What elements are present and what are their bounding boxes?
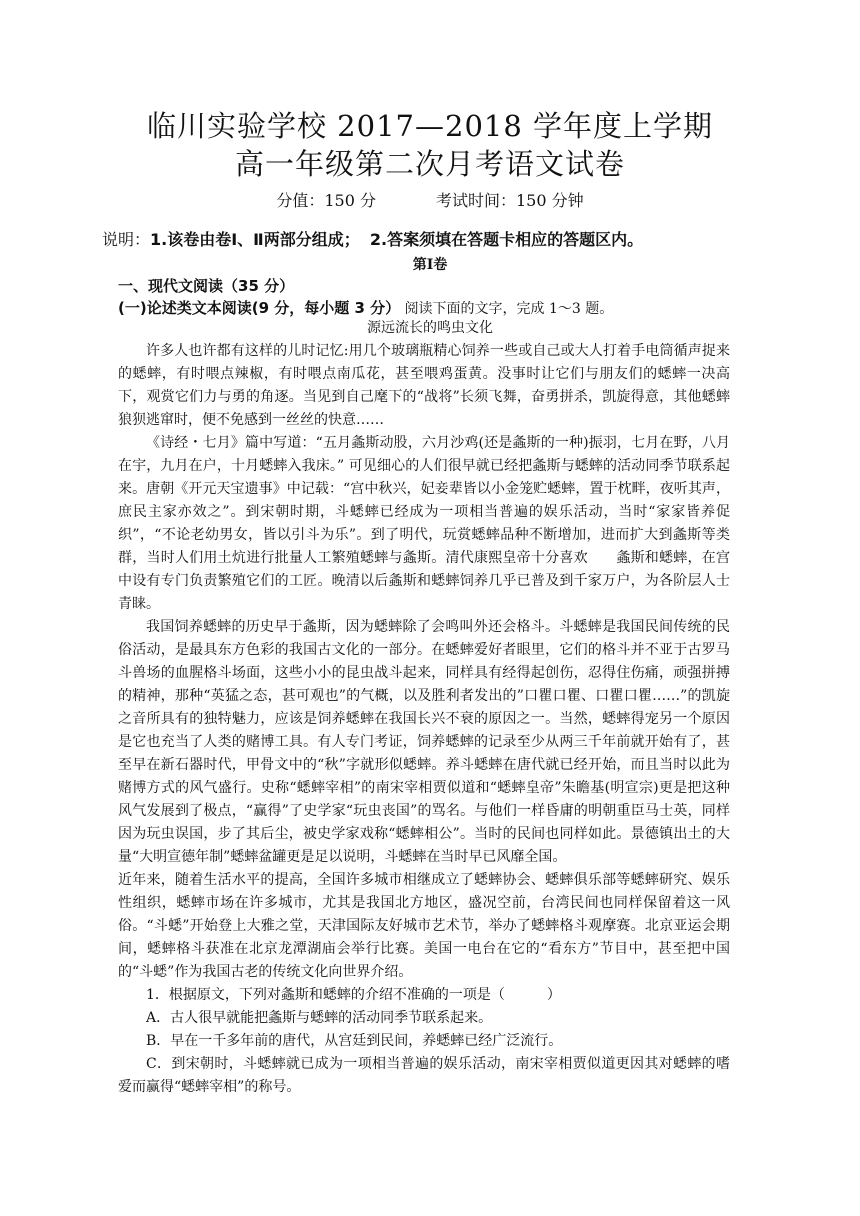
subsection-instruction: 阅读下面的文字，完成 1～3 题。	[404, 301, 614, 317]
paragraph: 许多人也许都有这样的儿时记忆:用几个玻璃瓶精心饲养一些或自己或大人打着手电筒循声捉来的蟋蟀，有时喂点辣椒，有时喂点南瓜花，甚至喂鸡蛋黄。没事时让它们与朋友们的蟋蟀一决高下，观赏它们力与勇的角逐。当见到自己麾下的“战将”长须飞舞，奋勇拼杀，凯旋得意，其他蟋蟀狼狈逃窜时，便不免感到一丝丝的快意……	[118, 343, 730, 428]
question-option-b: B．早在一千多年前的唐代，从宫廷到民间，养蟋蟀已经广泛流行。	[146, 1033, 563, 1049]
instructions-item2: 2.答案须填在答题卡相应的答题区内。	[369, 230, 644, 249]
question-stem: 1．根据原文，下列对螽斯和蟋蟀的介绍不准确的一项是（ ）	[146, 987, 561, 1003]
exam-title-line1: 临川实验学校 2017—2018 学年度上学期	[146, 109, 714, 143]
section-heading: 一、现代文阅读（35 分）	[118, 277, 295, 295]
article-body	[118, 340, 730, 1099]
article-title: 源远流长的鸣虫文化	[367, 320, 493, 336]
subsection-heading	[118, 298, 758, 319]
instructions-item1: 1.该卷由卷Ⅰ、Ⅱ两部分组成；	[150, 230, 360, 249]
paragraph: 《诗经・七月》篇中写道：“五月螽斯动股，六月沙鸡(还是螽斯的一种)振羽，七月在野，八月在宇，九月在户，十月蟋蟀入我床。” 可见细心的人们很早就已经把螽斯与蟋蟀的活动同季节联系起来。唐朝《开元天宝遗事》中记载：“宫中秋兴，妃妾辈皆以小金笼贮蟋蟀，置于枕畔，夜听其声，庶民主家亦效之”。到宋朝时期，斗蟋蟀已经成为一项相当普遍的娱乐活动，当时“家家皆养促织”，“不论老幼男女，皆以引斗为乐”。到了明代，玩赏蟋蟀品种不断增加，进而扩大到螽斯等类群，当时人们用土炕进行批量人工繁殖蟋蟀与螽斯。清代康熙皇帝十分喜欢 螽斯和蟋蟀，在宫中设有专门负责繁殖它们的工匠。晚清以后螽斯和蟋蟀饲养几乎已普及到千家万户，为各阶层人士青睐。	[118, 435, 730, 612]
time-info: 考试时间：150 分钟	[436, 191, 584, 210]
instructions-prefix: 说明：	[102, 230, 151, 249]
question-option-a: A．古人很早就能把螽斯与蟋蟀的活动同季节联系起来。	[146, 1010, 493, 1026]
question-option-c: C．到宋朝时，斗蟋蟀就已成为一项相当普遍的娱乐活动，南宋宰相贾似道更因其对蟋蟀的嗜爱而赢得“蟋蟀宰相”的称号。	[118, 1056, 730, 1095]
score-info: 分值：150 分	[276, 191, 376, 210]
paragraph: 近年来，随着生活水平的提高，全国许多城市相继成立了蟋蟀协会、蟋蟀俱乐部等蟋蟀研究、娱乐性组织，蟋蟀市场在许多城市，尤其是我国北方地区，盛况空前，台湾民间也同样保留着这一风俗。“斗蟋”开始登上大雅之堂，天津国际友好城市艺术节，举办了蟋蟀格斗观摩赛。北京亚运会期间，蟋蟀格斗获准在北京龙潭湖庙会举行比赛。美国一电台在它的“看东方”节目中，甚至把中国的“斗蟋”作为我国古老的传统文化向世界介绍。	[118, 872, 730, 980]
subsection-title: (一)论述类文本阅读(9 分，每小题 3 分）	[118, 299, 401, 317]
paragraph: 我国饲养蟋蟀的历史早于螽斯，因为蟋蟀除了会鸣叫外还会格斗。斗蟋蟀是我国民间传统的民俗活动，是最具东方色彩的我国古文化的一部分。在蟋蟀爱好者眼里，它们的格斗并不亚于古罗马斗兽场的血腥格斗场面，这些小小的昆虫战斗起来，同样具有经得起创伤，忍得住伤痛，顽强拼搏的精神，那种“英猛之态，甚可观也”的气概，以及胜利者发出的”口瞿口瞿、口瞿口瞿……”的凯旋之音所具有的独特魅力，应该是饲养蟋蟀在我国长兴不衰的原因之一。当然，蟋蟀得宠另一个原因是它也充当了人类的赌博工具。有人专门考证，饲养蟋蟀的记录至少从两三千年前就开始有了，甚至早在新石器时代，甲骨文中的“秋”字就形似蟋蟀。养斗蟋蟀在唐代就已经开始，而且当时以此为赌博方式的风气盛行。史称“蟋蟀宰相”的南宋宰相贾似道和“蟋蟀皇帝”朱瞻基(明宣宗)更是把这种风气发展到了极点，“赢得”了史学家“玩虫丧国”的骂名。与他们一样昏庸的明朝重臣马士英，同样因为玩虫误国，步了其后尘，被史学家戏称“蟋蟀相公”。当时的民间也同样如此。景德镇出土的大量“大明宣德年制”蟋蟀盆罐更是足以说明，斗蟋蟀在当时早已风靡全国。	[118, 619, 730, 865]
instructions	[102, 229, 822, 251]
part-label: 第Ⅰ卷	[412, 257, 448, 273]
exam-title-line2: 高一年级第二次月考语文试卷	[234, 147, 625, 181]
exam-meta	[0, 190, 860, 212]
